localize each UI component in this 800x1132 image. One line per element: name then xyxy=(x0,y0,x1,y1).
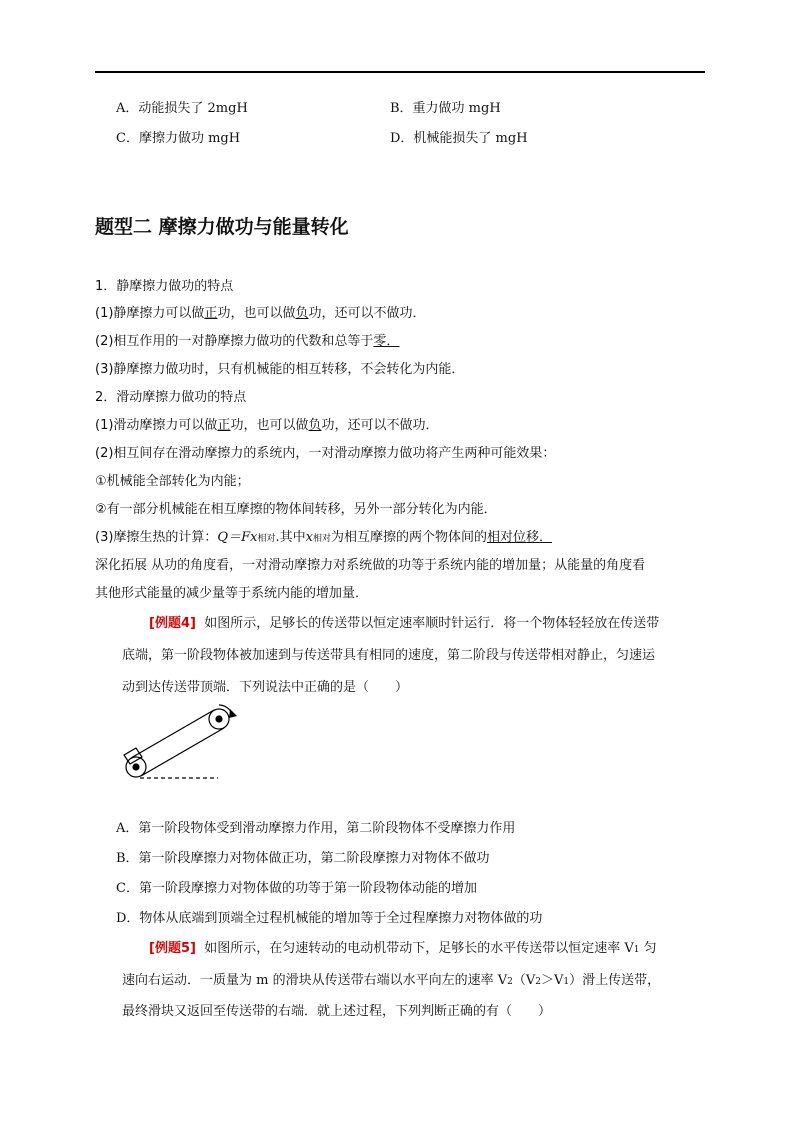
sliding-friction-point-1: (1)滑动摩擦力可以做正功，也可以做负功，还可以不做功． xyxy=(95,418,439,433)
example4-line-1: [例题4] 如图所示，足够长的传送带以恒定速率顺时针运行．将一个物体轻轻放在传送带 xyxy=(149,616,660,631)
section-title: 题型二 摩擦力做功与能量转化 xyxy=(95,216,349,238)
inclined-conveyor-diagram xyxy=(118,700,248,790)
sliding-friction-case-2: ②有一部分机械能在相互摩擦的物体间转移，另外一部分转化为内能． xyxy=(95,502,497,517)
example4-line-2: 底端，第一阶段物体被加速到与传送带具有相同的速度，第二阶段与传送带相对静止，匀速运 xyxy=(122,648,656,663)
example5-line-1: [例题5] 如图所示，在匀速转动的电动机带动下，足够长的水平传送带以恒定速率 V1 匀 xyxy=(149,941,657,956)
belt-upper xyxy=(131,710,214,758)
static-friction-point-1: (1)静摩擦力可以做正功，也可以做负功，还可以不做功． xyxy=(95,306,426,321)
static-friction-point-2: (2)相互作用的一对静摩擦力做功的代数和总等于零． xyxy=(95,334,400,349)
static-friction-heading: 1．静摩擦力做功的特点 xyxy=(95,279,234,294)
example4-line-3: 动到达传送带顶端．下列说法中正确的是（ ） xyxy=(122,680,409,695)
example4-option-c: C．第一阶段摩擦力对物体做的功等于第一阶段物体动能的增加 xyxy=(116,881,477,896)
sliding-friction-heading: 2．滑动摩擦力做功的特点 xyxy=(95,390,247,405)
example5-line-3: 最终滑块又返回至传送带的右端．就上述过程，下列判断正确的有（ ） xyxy=(122,1004,552,1019)
rotation-arrow-icon xyxy=(229,709,237,718)
belt-lower xyxy=(141,728,224,776)
static-friction-point-3: (3)静摩擦力做功时，只有机械能的相互转移，不会转化为内能． xyxy=(95,362,465,377)
header-rule xyxy=(95,71,705,73)
example4-option-b: B．第一阶段摩擦力对物体做正功，第二阶段摩擦力对物体不做功 xyxy=(116,851,490,866)
extension-line-2: 其他形式能量的减少量等于系统内能的增加量． xyxy=(95,586,369,601)
example4-label: [例题4] xyxy=(149,616,196,631)
extension-line-1: 深化拓展 从功的角度看，一对滑动摩擦力对系统做的功等于系统内能的增加量；从能量的角度看 xyxy=(95,558,646,573)
example4-option-d: D．物体从底端到顶端全过程机械能的增加等于全过程摩擦力对物体做的功 xyxy=(116,911,543,926)
example4-option-a: A．第一阶段物体受到滑动摩擦力作用，第二阶段物体不受摩擦力作用 xyxy=(116,821,516,836)
example5-label: [例题5] xyxy=(149,941,196,956)
prev-option-a: A．动能损失了 2mgH xyxy=(116,101,248,116)
prev-option-d: D．机械能损失了 mgH xyxy=(390,131,528,146)
sliding-friction-point-2: (2)相互间存在滑动摩擦力的系统内，一对滑动摩擦力做功将产生两种可能效果： xyxy=(95,446,556,461)
block xyxy=(124,748,142,764)
prev-option-b: B．重力做功 mgH xyxy=(390,101,501,116)
example5-line-2: 速向右运动．一质量为 m 的滑块从传送带右端以水平向左的速率 V2（V2＞V1）滑上传送带， xyxy=(122,973,661,988)
sliding-friction-case-1: ①机械能全部转化为内能； xyxy=(95,474,250,489)
prev-option-c: C．摩擦力做功 mgH xyxy=(116,131,241,146)
sliding-friction-point-3: (3)摩擦生热的计算：Q＝Fx相对.其中x相对为相互摩擦的两个物体间的相对位移． xyxy=(95,530,552,545)
